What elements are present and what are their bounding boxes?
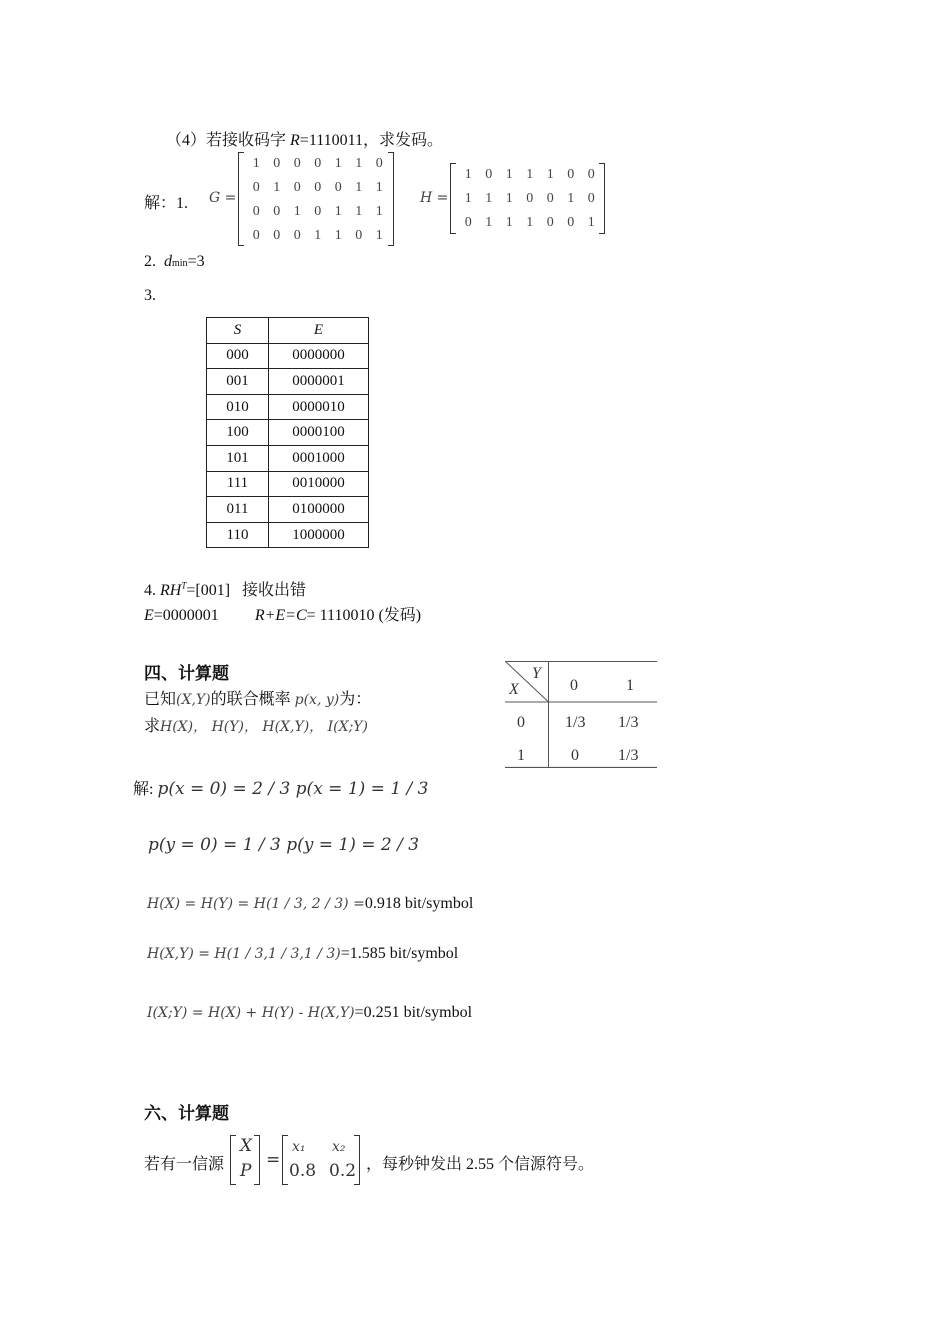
error-pattern-cell: 0000100	[269, 420, 369, 446]
matrix-cell: 0	[273, 156, 281, 171]
matrix-row	[246, 152, 390, 176]
section-4-line1: 已知(X,Y)的联合概率 p(x, y)为：	[144, 691, 372, 708]
source-left-matrix	[230, 1135, 260, 1185]
matrix-cell: 1	[355, 156, 363, 171]
matrix-cell: 1	[334, 228, 342, 243]
matrix-cell: 1	[355, 180, 363, 195]
matrix-cell: 1	[314, 228, 322, 243]
matrix-02: 0.2	[329, 1161, 357, 1181]
matrix-cell: 0	[464, 215, 472, 230]
corner-y: Y	[532, 665, 541, 682]
matrix-cell: 1	[375, 204, 383, 219]
error-pattern-cell: 0001000	[269, 445, 369, 471]
right-bracket	[254, 1135, 260, 1185]
matrix-row	[246, 224, 390, 248]
col-header-1: 1	[626, 677, 634, 694]
matrix-cell: 1	[355, 204, 363, 219]
h-matrix-label: H =	[420, 190, 449, 206]
error-pattern-cell: 1000000	[269, 522, 369, 548]
table-header-row	[207, 318, 369, 344]
calc-ixy: I(X;Y) = H(X) + H(Y) - H(X,Y)=0.251 bit/symbol	[147, 1004, 473, 1021]
matrix-cell: 0	[273, 228, 281, 243]
matrix-cell: 0	[485, 167, 493, 182]
g-matrix-table	[246, 152, 390, 248]
solution-3: 3.	[144, 287, 156, 304]
joint-probability-table	[505, 661, 657, 768]
table-row	[207, 420, 369, 446]
matrix-cell: 1	[546, 167, 554, 182]
matrix-cell: 0	[252, 228, 260, 243]
matrix-cell: 0	[587, 191, 595, 206]
left-bracket	[282, 1135, 288, 1185]
table-row	[207, 445, 369, 471]
matrix-cell: 0	[355, 228, 363, 243]
syndrome-cell: 100	[207, 420, 269, 446]
matrix-cell: 1	[334, 156, 342, 171]
matrix-cell: 1	[464, 167, 472, 182]
section-4-line2: 求H(X)， H(Y)， H(X,Y)， I(X;Y)	[144, 718, 369, 735]
matrix-row	[458, 211, 602, 235]
matrix-cell: 0	[293, 228, 301, 243]
matrix-cell: 0	[567, 167, 575, 182]
syndrome-cell: 111	[207, 471, 269, 497]
row-label-1: 1	[517, 747, 525, 764]
error-pattern-cell: 0000000	[269, 343, 369, 369]
matrix-cell: 0	[546, 191, 554, 206]
matrix-cell: 1	[485, 215, 493, 230]
matrix-cell: 1	[464, 191, 472, 206]
left-bracket	[238, 152, 244, 246]
syndrome-cell: 000	[207, 343, 269, 369]
matrix-cell: 1	[526, 167, 534, 182]
syndrome-cell: 010	[207, 394, 269, 420]
matrix-p: P	[240, 1161, 252, 1181]
section-6-prefix: 若有一信源	[144, 1156, 225, 1173]
matrix-cell: 0	[567, 215, 575, 230]
syndrome-cell: 011	[207, 497, 269, 523]
matrix-cell: 1	[252, 156, 260, 171]
matrix-cell: 1	[375, 228, 383, 243]
calc-hx: H(X) = H(Y) = H(1 / 3, 2 / 3) =0.918 bit/symbol	[147, 895, 474, 912]
h-matrix-table	[458, 163, 602, 235]
matrix-equals: =	[266, 1150, 281, 1170]
matrix-cell: 1	[587, 215, 595, 230]
matrix-cell: 1	[375, 180, 383, 195]
solution-1-label: 解：1.	[144, 195, 189, 212]
error-pattern-cell: 0000001	[269, 369, 369, 395]
cell-0-1: 1/3	[618, 714, 639, 731]
table-row	[207, 394, 369, 420]
error-pattern-cell: 0000010	[269, 394, 369, 420]
matrix-x2: x₂	[332, 1139, 346, 1155]
matrix-cell: 0	[273, 204, 281, 219]
table-row	[207, 343, 369, 369]
cell-1-1: 1/3	[618, 747, 639, 764]
solution-4: 4. $RH^T=[001]$ 接收出错	[144, 580, 307, 599]
matrix-cell: 0	[546, 215, 554, 230]
section-6-suffix: ，每秒钟发出 2.55 个信源符号。	[366, 1156, 595, 1173]
matrix-cell: 0	[293, 180, 301, 195]
matrix-cell: 0	[314, 156, 322, 171]
matrix-cell: 0	[314, 180, 322, 195]
matrix-cell: 1	[567, 191, 575, 206]
table-row	[207, 369, 369, 395]
row-label-0: 0	[517, 714, 525, 731]
syndrome-cell: 110	[207, 522, 269, 548]
matrix-cell: 0	[252, 180, 260, 195]
header-s: S	[207, 318, 269, 344]
col-header-0: 0	[570, 677, 578, 694]
syndrome-cell: 001	[207, 369, 269, 395]
left-bracket	[450, 163, 456, 234]
syndrome-cell: 101	[207, 445, 269, 471]
matrix-08: 0.8	[289, 1161, 317, 1181]
matrix-cell: 0	[375, 156, 383, 171]
corner-x: X	[509, 681, 519, 698]
syndrome-error-table	[206, 317, 369, 548]
matrix-cell: 0	[526, 191, 534, 206]
matrix-cell: 1	[505, 215, 513, 230]
solution-2: 2. dmin=3	[144, 253, 205, 270]
calc-hxy: H(X,Y) = H(1 / 3,1 / 3,1 / 3)=1.585 bit/symbol	[147, 945, 459, 962]
matrix-cell: 1	[485, 191, 493, 206]
table-row	[207, 471, 369, 497]
error-pattern-cell: 0010000	[269, 471, 369, 497]
matrix-cell: 0	[334, 180, 342, 195]
h-matrix	[450, 163, 605, 234]
matrix-cell: 1	[505, 167, 513, 182]
table-body	[207, 343, 369, 548]
question-4: （4）若接收码字 R=1110011，求发码。	[166, 132, 444, 149]
header-e: E	[269, 318, 369, 344]
matrix-cell: 1	[273, 180, 281, 195]
table-row	[207, 497, 369, 523]
matrix-row	[458, 163, 602, 187]
matrix-x: X	[240, 1136, 253, 1156]
g-matrix	[238, 152, 394, 246]
matrix-cell: 0	[314, 204, 322, 219]
left-bracket	[230, 1135, 236, 1185]
cell-1-0: 0	[571, 747, 579, 764]
section-6-title: 六、计算题	[144, 1104, 229, 1124]
cell-0-0: 1/3	[565, 714, 586, 731]
section-4-title: 四、计算题	[144, 664, 229, 684]
table-row	[207, 522, 369, 548]
matrix-cell: 0	[252, 204, 260, 219]
calc-px: 解: p(x = 0) = 2 / 3 p(x = 1) = 1 / 3	[133, 779, 429, 799]
matrix-row	[458, 187, 602, 211]
solution-4-result: E=0000001 R+E=C= 1110010 (发码)	[144, 607, 422, 624]
matrix-row	[246, 200, 390, 224]
matrix-cell: 0	[293, 156, 301, 171]
source-right-matrix	[282, 1135, 360, 1185]
matrix-cell: 1	[526, 215, 534, 230]
matrix-row	[246, 176, 390, 200]
g-matrix-label: G =	[209, 190, 237, 206]
matrix-cell: 1	[334, 204, 342, 219]
matrix-x1: x₁	[292, 1139, 306, 1155]
matrix-cell: 0	[587, 167, 595, 182]
calc-py: p(y = 0) = 1 / 3 p(y = 1) = 2 / 3	[148, 835, 420, 855]
error-pattern-cell: 0100000	[269, 497, 369, 523]
matrix-cell: 1	[505, 191, 513, 206]
matrix-cell: 1	[293, 204, 301, 219]
